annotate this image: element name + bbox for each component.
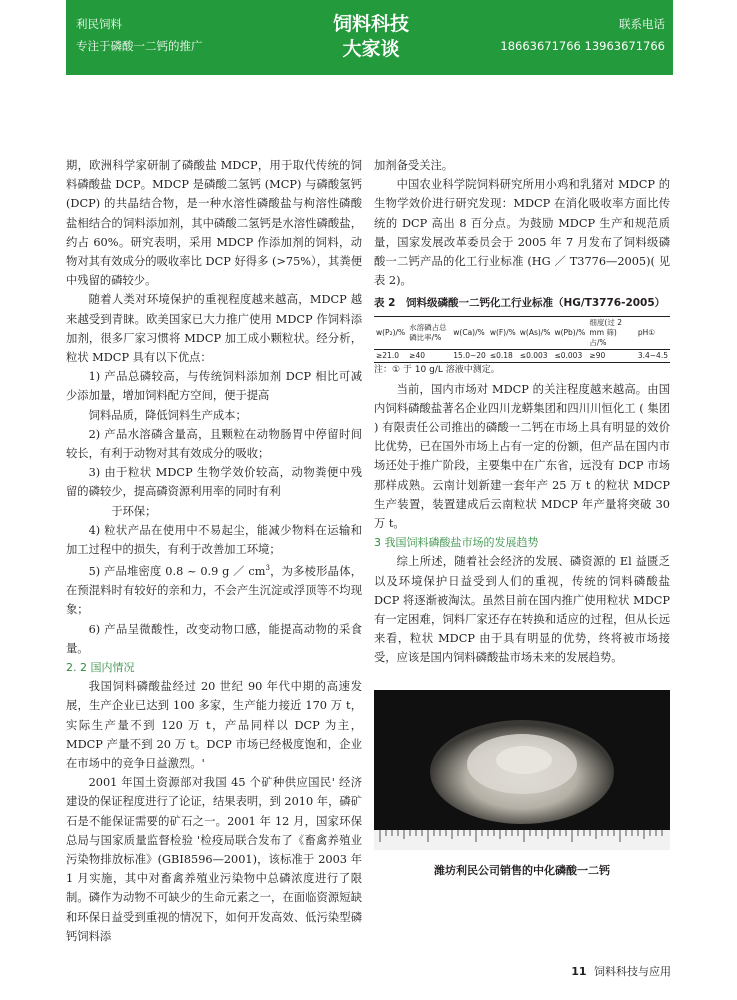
table-cell: ≥40 — [409, 350, 425, 360]
column-title-line1: 饲料科技 — [332, 13, 409, 35]
table-header-cell: w(As)/% — [519, 327, 551, 337]
table-header-cell: w(Pb)/% — [554, 327, 586, 337]
advantage-item-6: 6) 产品呈微酸性，改变动物口感，能提高动物的采食量。 — [66, 622, 362, 655]
item-5-text-cont: ，为多棱形晶体，在预混料时有较好的亲和力，不会产生沉淀或浮顶等不均现象； — [66, 565, 362, 617]
company-slogan: 专注于磷酸一二钙的推广 — [76, 39, 203, 53]
journal-name: 饲料科技与应用 — [594, 965, 671, 978]
contact-label: 联系电话 — [619, 17, 665, 31]
column-title — [319, 0, 423, 75]
table-cell: ≤0.18 — [489, 350, 513, 360]
column-title-line2: 大家谈 — [342, 38, 400, 60]
advantage-item-4: 4) 粒状产品在使用中不易起尘，能减少物料在运输和加工过程中的损失，有利于改善加工环境； — [66, 523, 362, 557]
page-footer — [571, 963, 671, 979]
paragraph: 我国饲料磷酸盐经过 20 世纪 90 年代中期的高速发展，生产企业已达到 100 多家，生产能力接近 170 万 t，实际生产量不到 120 万 t，产品同样以 DCP 为主，MDCP 产量不到 20 万 t。DCP 市场已经极度饱和，企业在市场中的竞争日益激烈。' — [66, 680, 362, 771]
table-cell: 15.0~20 — [453, 350, 486, 360]
table-row — [374, 349, 670, 362]
table-header-row — [374, 316, 670, 349]
banner-left — [76, 13, 203, 57]
granules-illustration — [374, 690, 670, 850]
table-header-cell: w(P₂)/% — [376, 327, 406, 337]
paragraph: 2001 年国土资源部对我国 45 个矿种供应国民' 经济建设的保证程度进行了论证，结果表明，到 2010 年，磷矿石是不能保证需要的矿石之一。2001 年 12 月，国家环保总局与国家质量监督检验 '检疫局联合发布了《畜禽养殖业污染物排放标准》(GBI8596—2001)，该标准于 2003 年 1 月实施，其中对畜禽养殖业污染物中总磷浓度进行了限制。磷作为动物不可缺少的生命元素之一，在面临资源短缺和环保日益受到重视的情况下，如何开发高效、低污染型磷钙饲料添 — [66, 776, 362, 943]
item-5-text: 5) 产品堆密度 0.8 ~ 0.9 g ／ cm — [88, 565, 266, 579]
table-header-cell: pH① — [637, 327, 655, 337]
photo-caption: 潍坊利民公司销售的中化磷酸一二钙 — [434, 864, 610, 877]
paragraph: 综上所述，随着社会经济的发展、磷资源的 El 益匮乏以及环境保护日益受到人们的重视，传统的饲料磷酸盐 DCP 将逐渐被淘汰。虽然目前在国内推广使用粒状 MDCP 有一定困难，饲料厂家还存在转换和适应的过程，但从长远来看，粒状 MDCP 由于具有明显的优势，终将被市场接受，应该是国内饲料磷酸盐市场未来的发展趋势。 — [374, 555, 670, 665]
table-cell: ≤0.003 — [554, 350, 583, 360]
advantage-item-1: 1) 产品总磷较高，与传统饲料添加剂 DCP 相比可减少添加量，增加饲料配方空间，便于提高 — [66, 370, 362, 403]
company-name: 利民饲料 — [76, 17, 122, 31]
paragraph: 当前，国内市场对 MDCP 的关注程度越来越高。由国内饲料磷酸盐著名企业四川龙蟒集团和四川川恒化工 ( 集团 ) 有限责任公司推出的磷酸一二钙在市场上具有明显的效价比优势，已在国外市场上占有一定的份额，但产品在国内市场还处于推广阶段，主要集中在广东省，远没有 DCP 市场那样成熟。云南计划新建一套年产 25 万 t 的粒状 MDCP 生产装置，装置建成后云南粒状 MDCP 年产量将突破 30 万 t。 — [374, 382, 670, 531]
advantage-item-1-cont: 饲料品质，降低饲料生产成本； — [88, 408, 247, 422]
table-title: 表 2 饲料级磷酸一二钙化工行业标准（HG/T3776-2005） — [374, 297, 666, 310]
product-photo — [374, 690, 670, 850]
paragraph: 随着人类对环境保护的重视程度越来越高，MDCP 越来越受到青睐。欧美国家已大力推广使用 MDCP 作饲料添加剂，很多厂家习惯将 MDCP 加工成小颗粒状。经分析，粒状 MDCP 具有以下优点： — [66, 293, 362, 365]
standard-table — [374, 316, 670, 363]
left-column — [66, 156, 362, 946]
item-5-sup: 3 — [265, 564, 270, 573]
advantage-item-3: 3) 由于粒状 MDCP 生物学效价较高，动物粪便中残留的磷较少，提高磷资源利用率的同时有利 — [66, 466, 362, 499]
table-note: 注：① 于 10 g/L 溶液中测定。 — [374, 364, 500, 375]
table-cell: ≥21.0 — [376, 350, 399, 360]
advantage-item-2: 2) 产品水溶磷含量高，且颗粒在动物肠胃中停留时间较长，有利于动物对其有效成分的吸收； — [66, 427, 362, 461]
paragraph: 加剂备受关注。 — [374, 159, 454, 172]
page-number: 11 — [571, 965, 587, 978]
table-cell: ≤0.003 — [519, 350, 548, 360]
table-header-cell: w(F)/% — [489, 327, 516, 337]
table-header-cell: w(Ca)/% — [453, 327, 485, 337]
paragraph: 期，欧洲科学家研制了磷酸盐 MDCP，用于取代传统的饲料磷酸盐 DCP。MDCP 是磷酸二氢钙 (MCP) 与磷酸氢钙 (DCP) 的共晶结合物，是一种水溶性磷酸盐与枸溶性磷酸盐相结合的饲料添加剂，其中磷酸二氢钙是水溶性磷酸盐，约占 60%。研究表明，采用 MDCP 作添加剂的饲料，动物对其有效成分的吸收率比 DCP 好得多 (>75%），其粪便中残留的磷较少。 — [66, 159, 362, 288]
header-banner — [66, 0, 673, 75]
advantage-item-3-cont: 于环保； — [111, 504, 157, 518]
advantage-item-5 — [66, 559, 362, 619]
right-column — [374, 156, 670, 668]
section-heading-2-2: 2. 2 国内情况 — [66, 661, 135, 675]
table-header-cell: 细度(过 2 mm 筛)占/% — [589, 317, 622, 347]
contact-phones: 18663671766 13963671766 — [500, 39, 665, 53]
section-heading-3: 3 我国饲料磷酸盐市场的发展趋势 — [374, 536, 539, 550]
banner-right — [500, 13, 665, 57]
table-header-cell: 水溶磷占总磷比率/% — [409, 322, 447, 342]
table-cell: 3.4~4.5 — [637, 350, 668, 360]
table-cell: ≥90 — [589, 350, 606, 360]
paragraph: 中国农业科学院饲料研究所用小鸡和乳猪对 MDCP 的生物学效价进行研究发现：MDCP 在消化吸收率方面比传统的 DCP 高出 8 百分点。为鼓励 MDCP 生产和规范质量，国家发展改革委员会于 2005 年 7 月发布了饲料级磷酸一二钙产品的化工行业标准 (HG ／ T3776—2005)( 见表 2)。 — [374, 178, 670, 288]
